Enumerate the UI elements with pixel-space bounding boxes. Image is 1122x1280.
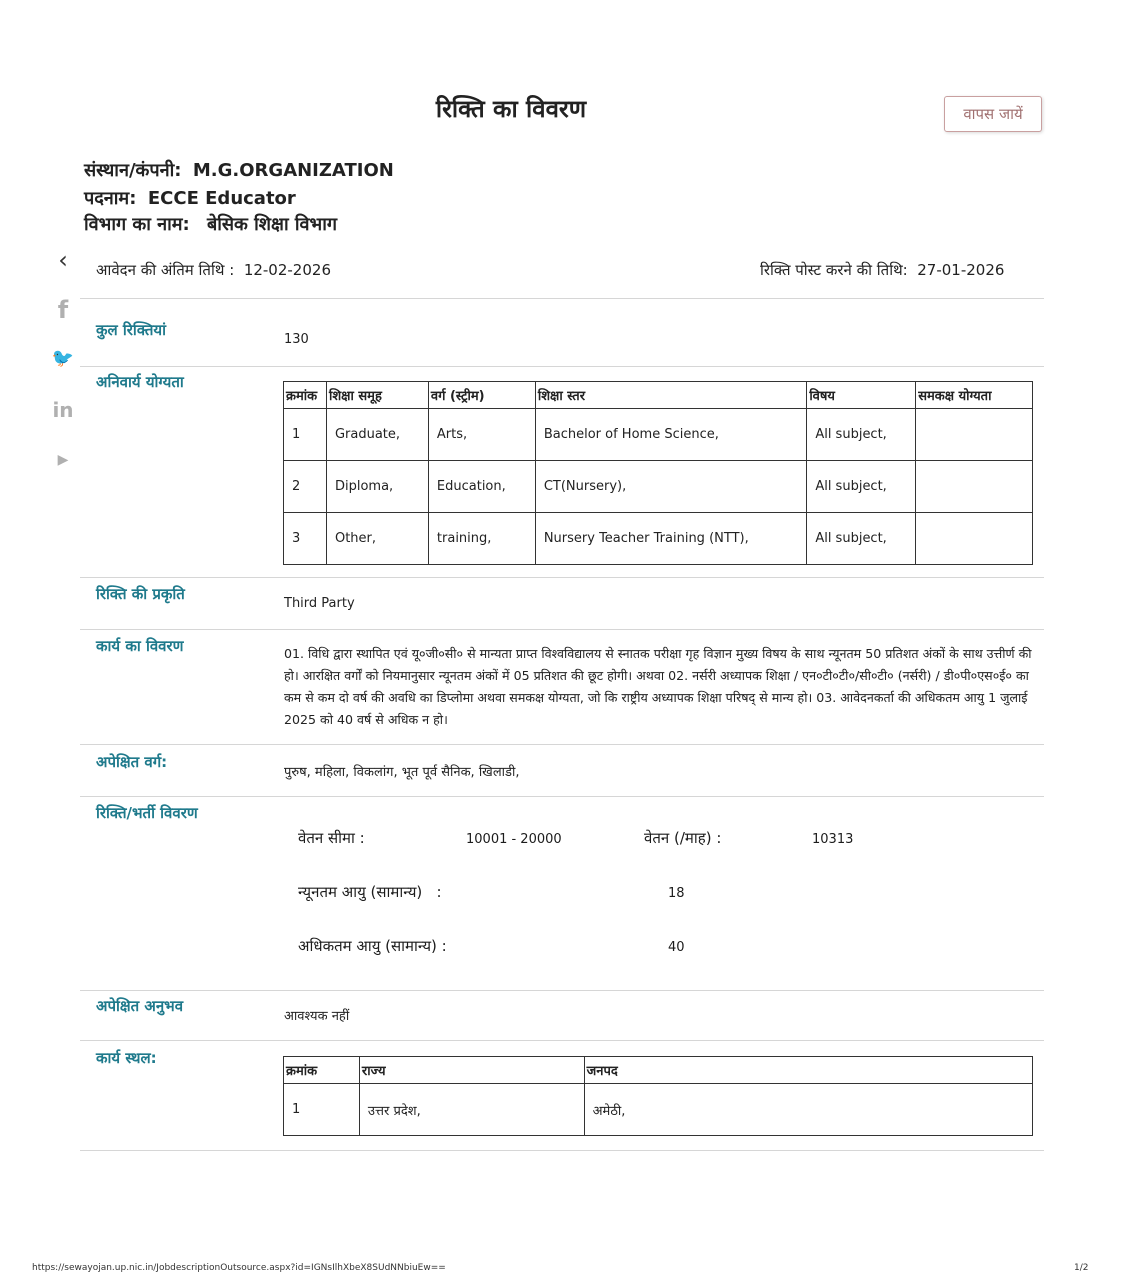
divider <box>80 1040 1044 1041</box>
min-age-value: 18 <box>668 886 685 901</box>
table-cell: 1 <box>284 409 327 461</box>
post-date-value: 27-01-2026 <box>917 261 1005 279</box>
col-header: समकक्ष योग्यता <box>916 382 1033 409</box>
table-row <box>284 513 1033 565</box>
last-date-label: आवेदन की अंतिम तिथि : <box>96 261 235 279</box>
salary-range-label: वेतन सीमा : <box>298 829 365 847</box>
table-cell: CT(Nursery), <box>535 461 806 513</box>
table-cell: Education, <box>428 461 535 513</box>
nature-value: Third Party <box>284 596 355 611</box>
qualification-label: अनिवार्य योग्यता <box>96 373 184 391</box>
table-cell: All subject, <box>807 461 916 513</box>
table-cell: All subject, <box>807 409 916 461</box>
col-header: क्रमांक <box>284 1057 360 1084</box>
table-row <box>284 1084 1033 1136</box>
col-header: जनपद <box>584 1057 1032 1084</box>
table-cell: Bachelor of Home Science, <box>535 409 806 461</box>
min-age-label: न्यूनतम आयु (सामान्य) : <box>298 883 442 901</box>
salary-range-value: 10001 - 20000 <box>466 832 562 847</box>
company-value: M.G.ORGANIZATION <box>192 160 394 181</box>
table-cell: training, <box>428 513 535 565</box>
divider <box>80 1150 1044 1151</box>
divider <box>80 298 1044 299</box>
max-age-label: अधिकतम आयु (सामान्य) : <box>298 937 447 955</box>
category-value: पुरुष, महिला, विकलांग, भूत पूर्व सैनिक, खिलाडी, <box>284 765 520 780</box>
divider <box>80 744 1044 745</box>
salary-month-value: 10313 <box>812 832 854 847</box>
dept-value: बेसिक शिक्षा विभाग <box>206 214 337 235</box>
location-table <box>283 1056 1033 1136</box>
page-title: रिक्ति का विवरण <box>435 95 587 123</box>
back-button[interactable]: वापस जायें <box>944 96 1042 132</box>
table-header-row <box>284 1057 1033 1084</box>
col-header: वर्ग (स्ट्रीम) <box>428 382 535 409</box>
max-age-value: 40 <box>668 940 685 955</box>
dept-label: विभाग का नाम: <box>84 214 190 235</box>
post-row <box>84 186 296 210</box>
twitter-icon[interactable]: 🐦 <box>51 348 75 369</box>
post-value: ECCE Educator <box>147 188 296 209</box>
table-cell: Graduate, <box>326 409 428 461</box>
experience-value: आवश्यक नहीं <box>284 1009 350 1024</box>
table-header-row <box>284 382 1033 409</box>
divider <box>80 577 1044 578</box>
youtube-icon[interactable]: ▶ <box>57 452 69 468</box>
table-cell: 2 <box>284 461 327 513</box>
category-label: अपेक्षित वर्ग: <box>96 753 168 771</box>
col-header: शिक्षा समूह <box>326 382 428 409</box>
qualification-table <box>283 381 1033 565</box>
salary-month-label: वेतन (/माह) : <box>644 829 722 847</box>
table-cell: Other, <box>326 513 428 565</box>
dept-row <box>84 212 337 236</box>
divider <box>80 990 1044 991</box>
last-date <box>96 260 331 280</box>
location-label: कार्य स्थल: <box>96 1049 157 1067</box>
table-row <box>284 409 1033 461</box>
table-cell: Nursery Teacher Training (NTT), <box>535 513 806 565</box>
col-header: क्रमांक <box>284 382 327 409</box>
divider <box>80 629 1044 630</box>
nature-label: रिक्ति की प्रकृति <box>96 585 185 603</box>
last-date-value: 12-02-2026 <box>243 261 331 279</box>
table-cell: अमेठी, <box>584 1084 1032 1136</box>
footer-url: https://sewayojan.up.nic.in/JobdescriptionOutsource.aspx?id=IGNsIlhXbeX8SUdNNbiuEw== <box>32 1263 446 1273</box>
vacancies-value: 130 <box>284 332 309 347</box>
job-desc-label: कार्य का विवरण <box>96 637 184 655</box>
table-cell <box>916 409 1033 461</box>
table-cell: 3 <box>284 513 327 565</box>
table-cell: Diploma, <box>326 461 428 513</box>
company-label: संस्थान/कंपनी: <box>84 160 182 181</box>
col-header: शिक्षा स्तर <box>535 382 806 409</box>
divider <box>80 796 1044 797</box>
table-cell: 1 <box>284 1084 360 1136</box>
company-row <box>84 158 394 182</box>
experience-label: अपेक्षित अनुभव <box>96 997 184 1015</box>
post-date <box>760 260 1004 280</box>
vacancies-label: कुल रिक्तियां <box>96 321 166 339</box>
post-label: पदनाम: <box>84 188 137 209</box>
table-row <box>284 461 1033 513</box>
facebook-icon[interactable]: f <box>57 296 69 324</box>
linkedin-icon[interactable]: in <box>52 398 74 422</box>
table-cell: Arts, <box>428 409 535 461</box>
table-cell: उत्तर प्रदेश, <box>359 1084 584 1136</box>
col-header: विषय <box>807 382 916 409</box>
table-cell <box>916 513 1033 565</box>
table-cell <box>916 461 1033 513</box>
post-date-label: रिक्ति पोस्ट करने की तिथि: <box>760 261 908 279</box>
table-cell: All subject, <box>807 513 916 565</box>
col-header: राज्य <box>359 1057 584 1084</box>
chevron-left-icon[interactable]: ‹ <box>58 246 68 274</box>
divider <box>80 366 1044 367</box>
footer-page-number: 1/2 <box>1074 1263 1089 1273</box>
recruitment-label: रिक्ति/भर्ती विवरण <box>96 804 198 822</box>
job-desc-text: 01. विधि द्वारा स्थापित एवं यू०जी०सी० से मान्यता प्राप्त विश्वविद्यालय से स्नातक परीक्षा गृह विज्ञान मुख्य विषय के साथ न्यूनतम 50 प्रतिशत अंकों के साथ उत्तीर्ण की हो। आरक्षित वर्गों को नियमानुसार न्यूनतम अंकों में 05 प्रतिशत की छूट होगी। अथवा 02. नर्सरी अध्यापक शिक्षा / एन०टी०टी०/सी०टी० (नर्सरी) / डी०पी०एस०ई० का कम से कम दो वर्ष की अवधि का डिप्लोमा अथवा समकक्ष योग्यता, जो कि राष्ट्रीय अध्यापक शिक्षा परिषद् से मान्य हो। 03. आवेदनकर्ता की अधिकतम आयु 1 जुलाई 2025 को 40 वर्ष से अधिक न हो। <box>284 646 1032 727</box>
